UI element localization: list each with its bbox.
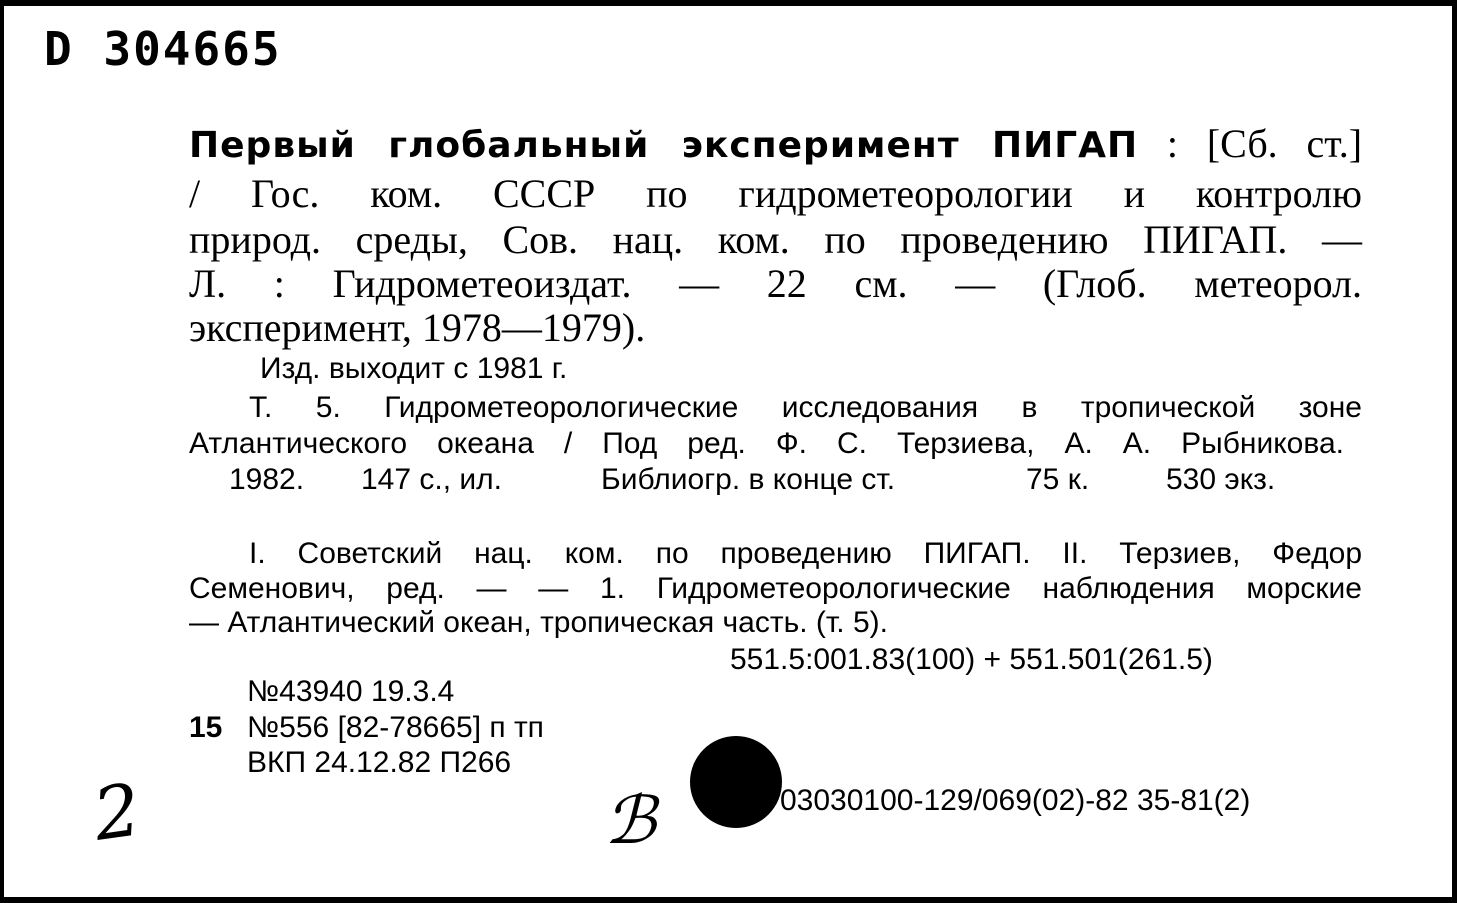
detail-pages: 147 с., ил.: [361, 463, 502, 496]
detail-year: 1982.: [229, 463, 305, 496]
udc-index: 551.5:001.83(100) + 551.501(261.5): [730, 643, 1213, 676]
detail-biblio: Библиогр. в конце ст.: [601, 463, 896, 496]
subject-line-2: Семенович, ред. — — 1. Гидрометеорологические наблюдения морские: [189, 572, 1362, 605]
details-row: [229, 463, 1275, 497]
detail-copies: 530 экз.: [1166, 463, 1276, 496]
title-line-4: Л. : Гидрометеоиздат. — 22 см. — (Глоб. метеорол.: [189, 261, 1362, 306]
volume-line-2: Атлантического океана / Под ред. Ф. С. Терзиева, А. А. Рыбникова.: [189, 427, 1344, 460]
pub-note: Изд. выходит с 1981 г.: [260, 352, 568, 385]
title-line-2: / Гос. ком. СССР по гидрометеорологии и контролю: [189, 171, 1362, 216]
subject-line-3: — Атлантический океан, тропическая часть. (т. 5).: [189, 606, 888, 639]
volume-line-1: Т. 5. Гидрометеорологические исследования в тропической зоне: [249, 391, 1362, 424]
title-line-1: [189, 122, 1362, 168]
order-prefix: 15: [189, 711, 223, 744]
accession-number: №43940 19.3.4: [247, 675, 455, 708]
bbk-code: 03030100-129/069(02)-82 35-81(2): [780, 784, 1251, 817]
handwritten-signature: ℬ: [604, 782, 656, 859]
title-bold: Первый глобальный эксперимент ПИГАП: [189, 125, 1139, 166]
order-number: №556 [82-78665] п тп: [247, 711, 544, 744]
subject-line-1: I. Советский нац. ком. по проведению ПИГАП. II. Терзиев, Федор: [249, 537, 1362, 570]
handwritten-number: 2: [88, 767, 146, 857]
title-line-3: природ. среды, Сов. нац. ком. по проведению ПИГАП. —: [189, 217, 1362, 262]
call-number: D 304665: [44, 22, 282, 76]
title-line-5: эксперимент, 1978—1979).: [189, 305, 646, 350]
title-rest: : [Сб. ст.]: [1138, 121, 1363, 166]
detail-price: 75 к.: [1026, 463, 1090, 496]
vkp-stamp: ВКП 24.12.82 П266: [247, 746, 512, 779]
ink-blot: [690, 736, 782, 828]
